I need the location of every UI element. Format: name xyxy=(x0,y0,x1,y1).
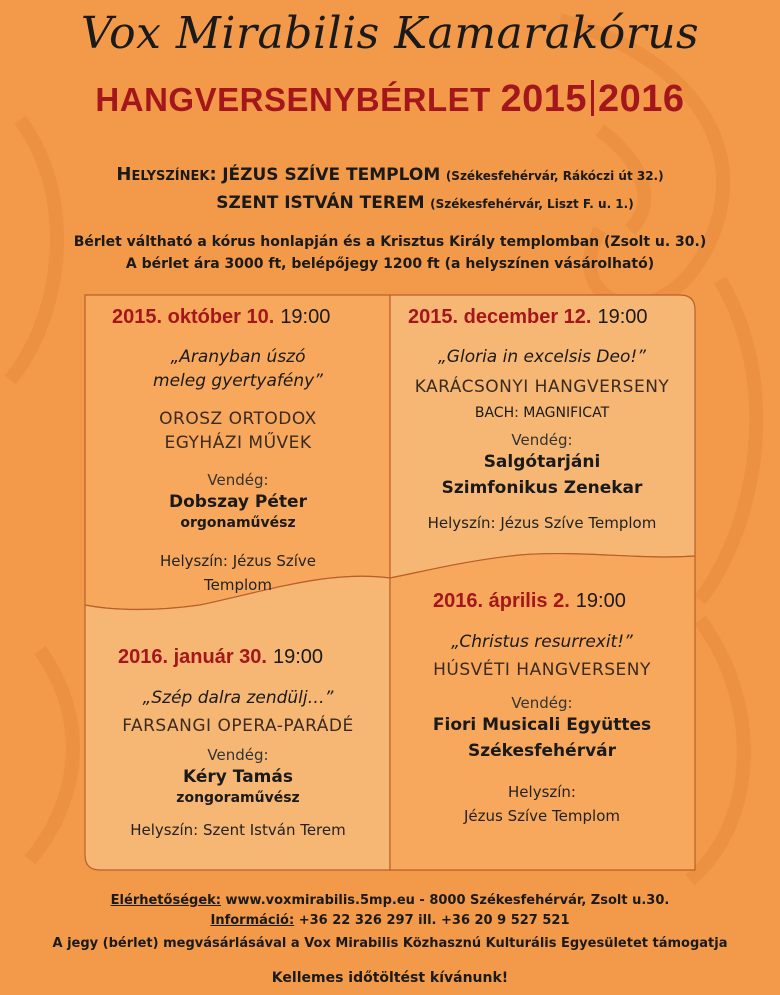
venue2-name: SZENT ISTVÁN TEREM xyxy=(216,193,425,213)
event-dec-time: 19:00 xyxy=(597,306,648,328)
event-jan-time: 19:00 xyxy=(272,646,324,668)
footer-closing: Kellemes időtöltést kívánunk! xyxy=(271,970,509,986)
event-jan-program: FARSANGI OPERA-PARÁDÉ xyxy=(122,716,354,736)
subtitle-word: HANGVERSENYBÉRLET xyxy=(95,81,491,118)
event-dec-date xyxy=(408,306,648,329)
event-apr-date-text: 2016. április 2. xyxy=(433,590,570,612)
event-dec-guest-label: Vendég: xyxy=(511,431,573,449)
event-apr-time: 19:00 xyxy=(575,590,626,612)
event-apr-date xyxy=(433,590,626,613)
event-dec-details xyxy=(392,345,692,535)
event-dec-guest-2: Szimfonikus Zenekar xyxy=(441,478,643,498)
footer-contact xyxy=(0,893,780,908)
event-jan-details xyxy=(88,686,388,842)
footer-contact-text[interactable]: www.voxmirabilis.5mp.eu - 8000 Székesfehérvár, Zsolt u.30. xyxy=(225,893,670,908)
event-jan-guest-label: Vendég: xyxy=(207,746,269,764)
footer-support: A jegy (bérlet) megvásárlásával a Vox Mirabilis Közhasznú Kulturális Egyesületet támogatja xyxy=(52,936,728,951)
event-oct-date-text: 2015. október 10. xyxy=(112,306,275,328)
event-apr-guest-1: Fiori Musicali Együttes xyxy=(432,715,652,735)
event-oct-place-1: Helyszín: Jézus Szíve xyxy=(159,552,317,570)
event-oct-date xyxy=(112,306,330,329)
event-apr-place-1: Helyszín: xyxy=(508,783,576,801)
event-dec-place: Helyszín: Jézus Szíve Templom xyxy=(427,514,657,532)
footer-info-label: Információ: xyxy=(210,913,295,928)
event-oct-guest: Dobszay Péter xyxy=(169,492,307,512)
venue2-address: (Székesfehérvár, Liszt F. u. 1.) xyxy=(430,197,634,211)
event-oct-program-2: EGYHÁZI MŰVEK xyxy=(164,433,312,453)
event-dec-quote: „Gloria in excelsis Deo!” xyxy=(437,347,646,367)
event-apr-program: HÚSVÉTI HANGVERSENY xyxy=(433,660,651,680)
event-oct-quote-1: „Aranyban úszó xyxy=(170,347,306,367)
event-oct-quote-2: meleg gyertyafény” xyxy=(153,371,323,391)
event-dec-date-text: 2015. december 12. xyxy=(408,306,592,328)
event-jan-date xyxy=(118,646,323,669)
event-apr-quote: „Christus resurrexit!” xyxy=(451,632,633,652)
footer-contact-label: Elérhetőségek: xyxy=(110,893,221,908)
event-oct-details xyxy=(88,345,388,597)
event-apr-guest-label: Vendég: xyxy=(511,694,573,712)
ticket-info-line-1: Bérlet váltható a kórus honlapján és a Krisztus Király templomban (Zsolt u. 30.) xyxy=(73,234,707,250)
season-year-end: 2016 xyxy=(598,78,685,120)
venue1-address: (Székesfehérvár, Rákóczi út 32.) xyxy=(445,169,664,183)
event-oct-guest-role: orgonaművész xyxy=(180,515,296,531)
event-apr-guest-2: Székesfehérvár xyxy=(467,741,617,761)
footer-info-text: +36 22 326 297 ill. +36 20 9 527 521 xyxy=(298,913,570,928)
event-jan-place: Helyszín: Szent István Terem xyxy=(130,821,346,839)
event-jan-guest-role: zongoraművész xyxy=(176,790,300,806)
event-dec-guest-1: Salgótarjáni xyxy=(483,452,601,472)
event-oct-time: 19:00 xyxy=(280,306,331,328)
event-jan-quote: „Szép dalra zendülj…” xyxy=(142,688,334,708)
event-dec-program-2: BACH: MAGNIFICAT xyxy=(474,405,610,421)
venues-label: Helyszínek: xyxy=(116,164,217,185)
event-apr-place-2: Jézus Szíve Templom xyxy=(464,807,620,825)
event-dec-program-1: KARÁCSONYI HANGVERSENY xyxy=(414,377,670,397)
event-oct-program-1: OROSZ ORTODOX xyxy=(159,409,317,429)
footer-info xyxy=(0,913,780,928)
event-jan-date-text: 2016. január 30. xyxy=(118,646,267,668)
event-apr-details xyxy=(392,630,692,828)
event-oct-guest-label: Vendég: xyxy=(207,471,269,489)
event-jan-guest: Kéry Tamás xyxy=(183,767,293,787)
event-oct-place-2: Templom xyxy=(204,576,272,594)
ticket-info-line-2: A bérlet ára 3000 ft, belépőjegy 1200 ft (a helyszínen vásárolható) xyxy=(125,256,655,272)
poster-title: Vox Mirabilis Kamarakórus xyxy=(80,8,700,59)
venue1-name: JÉZUS SZÍVE TEMPLOM xyxy=(222,165,441,185)
season-year-start: 2015 xyxy=(500,78,588,120)
